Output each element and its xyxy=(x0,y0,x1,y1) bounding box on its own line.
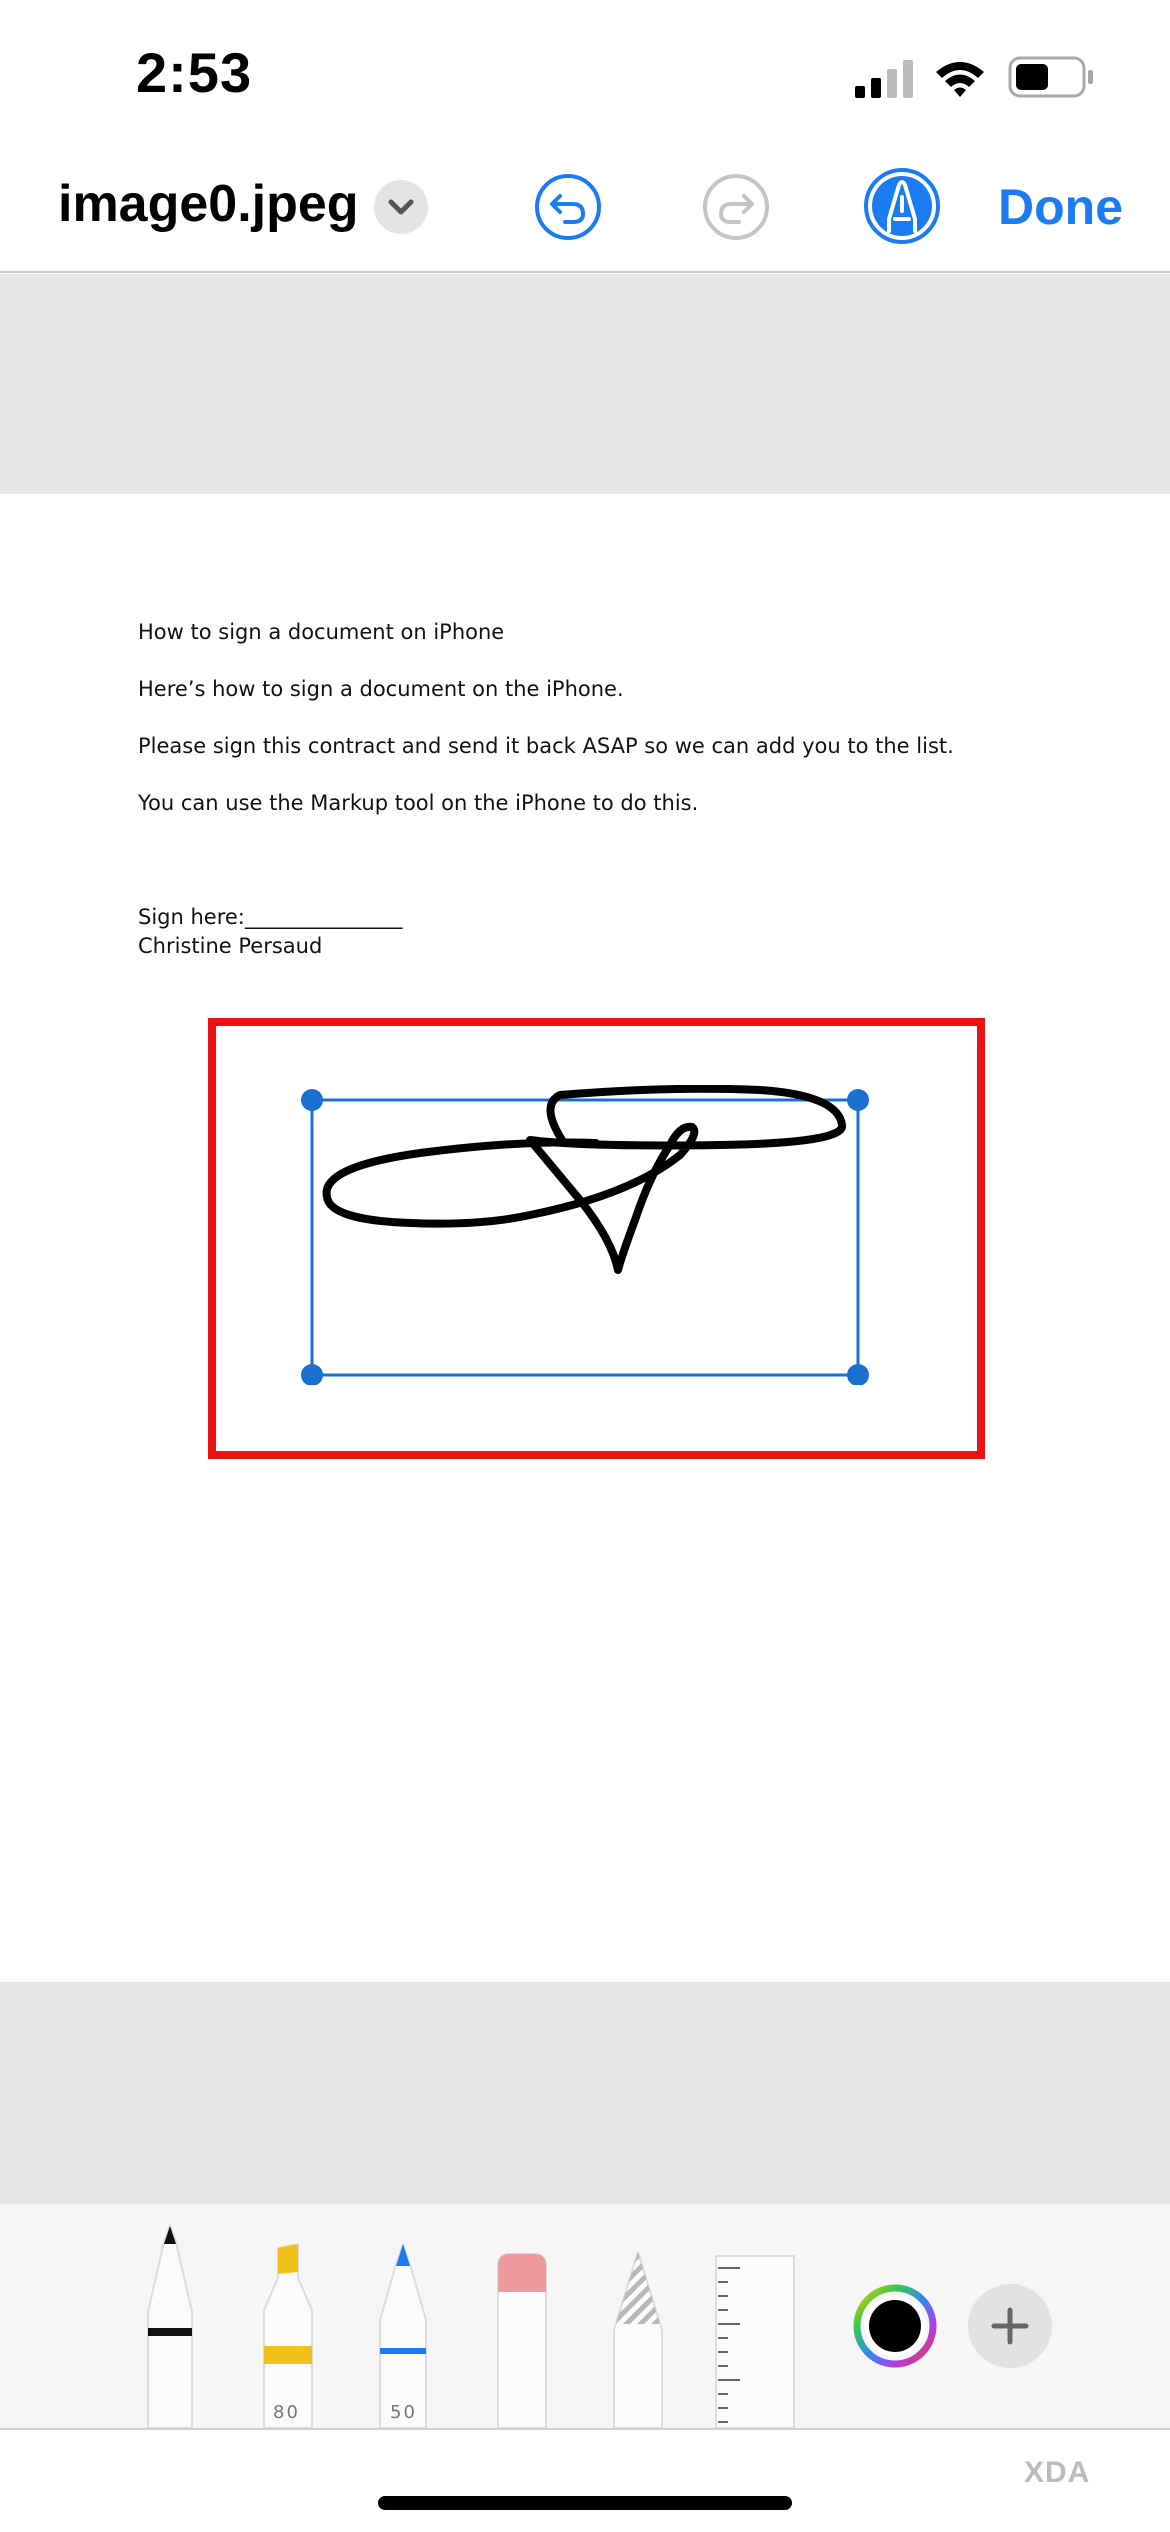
undo-icon xyxy=(552,196,583,222)
selection-handle xyxy=(301,1089,323,1111)
document-text-line: Please sign this contract and send it back ASAP so we can add you to the list. xyxy=(138,734,954,758)
status-time: 2:53 xyxy=(136,41,253,104)
canvas-margin-bottom xyxy=(0,1982,1170,2204)
add-annotation-button[interactable] xyxy=(968,2284,1052,2368)
color-picker-button[interactable] xyxy=(853,2284,937,2368)
markup-nav-bar xyxy=(0,150,1170,273)
sign-here-line: Sign here:_______________ xyxy=(138,905,403,929)
selected-color-swatch xyxy=(869,2300,921,2352)
pencil-icon[interactable] xyxy=(376,2244,430,2428)
lasso-icon[interactable] xyxy=(610,2252,666,2428)
selection-handle xyxy=(847,1089,869,1111)
cellular-signal-icon xyxy=(855,60,915,98)
redo-icon xyxy=(721,196,752,222)
document-title: How to sign a document on iPhone xyxy=(138,620,505,644)
file-title[interactable]: image0.jpeg xyxy=(58,175,359,233)
selection-handle xyxy=(301,1364,323,1385)
pen-icon[interactable] xyxy=(140,2222,200,2428)
selection-handle xyxy=(847,1364,869,1385)
redo-button[interactable] xyxy=(701,172,771,242)
document-text-line: Here’s how to sign a document on the iPhone. xyxy=(138,677,624,701)
signature-drawing xyxy=(327,1089,843,1270)
wifi-icon xyxy=(934,58,986,98)
battery-icon xyxy=(1008,56,1094,98)
pencil-width-label: 50 xyxy=(390,2402,417,2423)
canvas-margin-top xyxy=(0,274,1170,494)
undo-button[interactable] xyxy=(533,172,603,242)
title-menu-button[interactable] xyxy=(374,180,428,234)
home-area xyxy=(0,2432,1170,2532)
marker-icon[interactable] xyxy=(260,2244,316,2428)
status-bar xyxy=(0,0,1170,150)
chevron-down-icon xyxy=(374,180,428,234)
signature-selection[interactable] xyxy=(300,1085,870,1385)
markup-toolbar xyxy=(0,2204,1170,2430)
eraser-icon[interactable] xyxy=(494,2252,550,2428)
document-text-line: You can use the Markup tool on the iPhone to do this. xyxy=(138,791,699,815)
markup-toggle-button[interactable] xyxy=(863,167,941,245)
ruler-icon[interactable] xyxy=(714,2254,796,2428)
done-button[interactable]: Done xyxy=(998,179,1123,235)
plus-icon xyxy=(968,2284,1052,2368)
watermark: XDA xyxy=(1024,2456,1091,2489)
signer-name: Christine Persaud xyxy=(138,934,323,958)
home-indicator[interactable] xyxy=(378,2496,792,2510)
marker-width-label: 80 xyxy=(273,2402,300,2423)
